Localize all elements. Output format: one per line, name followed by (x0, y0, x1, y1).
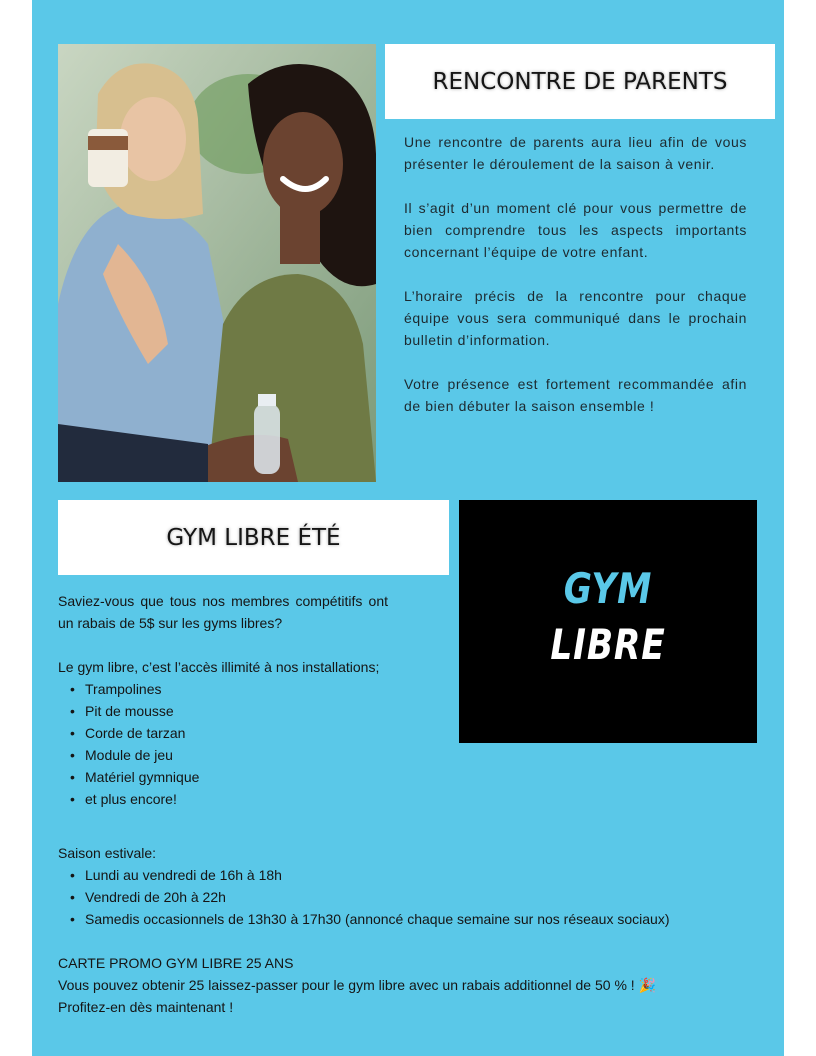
parents-paragraph: Une rencontre de parents aura lieu afin de vous présenter le déroulement de la saison à venir. (404, 134, 747, 172)
parents-paragraph: L’horaire précis de la rencontre pour chaque équipe vous sera communiqué dans le prochain bulletin d’information. (404, 288, 747, 348)
schedule-list (58, 864, 758, 930)
summer-schedule (58, 842, 758, 930)
promo-cta: Profitez-en dès maintenant ! (58, 999, 234, 1015)
list-item: • Module de jeu (85, 744, 388, 766)
parents-title: RENCONTRE DE PARENTS (432, 68, 728, 95)
promo-text: Vous pouvez obtenir 25 laissez-passer pour le gym libre avec un rabais additionnel de 50 % ! (58, 977, 635, 993)
gym-title-box (58, 500, 449, 575)
parents-paragraph: Il s’agit d’un moment clé pour vous permettre de bien comprendre tous les aspects importants concernant l’équipe de votre enfant. (404, 200, 747, 260)
list-item: • Vendredi de 20h à 22h (85, 886, 758, 908)
gym-libre-logo-text (459, 500, 757, 743)
parents-photo (58, 44, 376, 482)
parents-paragraph: Votre présence est fortement recommandée afin de bien débuter la saison ensemble ! (404, 376, 747, 414)
promo-line (58, 974, 758, 996)
gym-intro-text: Saviez-vous que tous nos membres compétitifs ont un rabais de 5$ sur les gyms libres? (58, 593, 388, 631)
list-item: • Samedis occasionnels de 13h30 à 17h30 (annoncé chaque semaine sur nos réseaux sociaux) (85, 908, 758, 930)
gym-title: GYM LIBRE ÉTÉ (166, 524, 341, 551)
promo-section (58, 952, 758, 1018)
list-item: • Trampolines (85, 678, 388, 700)
gym-facilities-list (58, 678, 388, 810)
list-item: • Corde de tarzan (85, 722, 388, 744)
list-item: • Pit de mousse (85, 700, 388, 722)
promo-heading: CARTE PROMO GYM LIBRE 25 ANS (58, 955, 294, 971)
logo-line-gym: GYM (563, 564, 653, 613)
list-item: • et plus encore! (85, 788, 388, 810)
parents-text (404, 131, 747, 439)
parents-title-box (385, 44, 775, 119)
gym-access-text: Le gym libre, c’est l’accès illimité à nos installations; (58, 659, 380, 675)
list-item: • Matériel gymnique (85, 766, 388, 788)
logo-line-libre: LIBRE (550, 620, 666, 669)
party-popper-icon: 🎉 (638, 977, 657, 993)
gym-intro (58, 590, 388, 810)
parents-photo-illustration (58, 44, 376, 482)
schedule-heading: Saison estivale: (58, 845, 157, 861)
list-item: • Lundi au vendredi de 16h à 18h (85, 864, 758, 886)
